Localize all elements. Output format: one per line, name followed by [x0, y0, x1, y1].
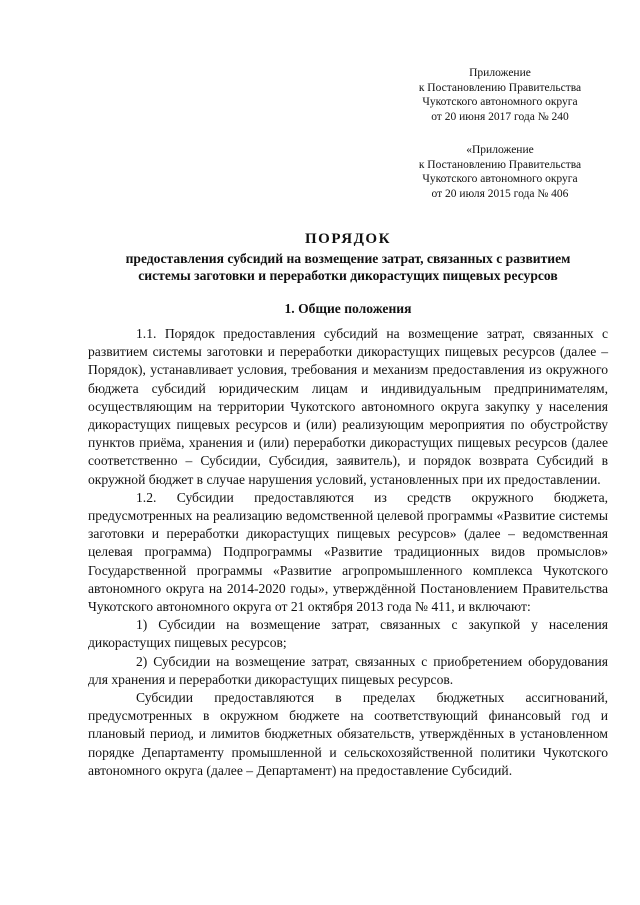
subtitle-line: системы заготовки и переработки дикорастущих пищевых ресурсов	[138, 268, 558, 283]
section-heading: 1. Общие положения	[284, 301, 412, 316]
document-title: ПОРЯДОК	[305, 231, 391, 247]
appendix-line: Приложение	[469, 67, 531, 79]
paragraph-item-1: 1) Субсидии на возмещение затрат, связанных с закупкой у населения дикорастущих пищевых ресурсов;	[88, 617, 608, 651]
document-subtitle	[88, 250, 608, 284]
subtitle-line: предоставления субсидий на возмещение затрат, связанных с развитием	[125, 251, 571, 266]
appendix-previous	[380, 143, 620, 201]
paragraph-1-1: 1.1. Порядок предоставления субсидий на возмещение затрат, связанных с развитием системы заготовки и переработки дикорастущих пищевых ресурсов (далее – Порядок), устанавливает условия, требования и механизм предоставления из окружного бюджета субсидий юридическим лицам и индивидуальным предпринимателям, осуществляющим на территории Чукотского автономного округа закупку у населения дикорастущих пищевых ресурсов и (или) реализующим мероприятия по обустройству пунктов приёма, хранения и (или) переработки дикорастущих пищевых ресурсов (далее соответственно – Субсидии, Субсидия, заявитель), и порядок возврата Субсидий в окружной бюджет в случае нарушения условий, установленных при их предоставлении.	[88, 326, 608, 487]
paragraph-item-2: 2) Субсидии на возмещение затрат, связанных с приобретением оборудования для хранения и переработки дикорастущих пищевых ресурсов.	[88, 653, 608, 687]
paragraph-1-2: 1.2. Субсидии предоставляются из средств окружного бюджета, предусмотренных на реализацию ведомственной целевой программы «Развитие системы заготовки и переработки дикорастущих пищевых ресурсов» (далее – ведомственная целевая программа) Подпрограммы «Развитие традиционных видов промыслов» Государственной программы «Развитие агропромышленного комплекса Чукотского автономного округа на 2014-2020 годы», утверждённой Постановлением Правительства Чукотского автономного округа от 21 октября 2013 года № 411, и включают:	[88, 489, 608, 615]
appendix-line: «Приложение	[466, 144, 534, 156]
appendix-line: от 20 июня 2017 года № 240	[431, 110, 569, 123]
appendix-current	[380, 66, 620, 124]
document-body	[88, 325, 608, 780]
paragraph-funding: Субсидии предоставляются в пределах бюджетных ассигнований, предусмотренных в окружном бюджете на соответствующий финансовый год и плановый период, и лимитов бюджетных обязательств, утверждённых в установленном порядке Департаменту промышленной и сельскохозяйственной политики Чукотского автономного округа (далее – Департамент) на предоставление Субсидий.	[88, 690, 608, 778]
appendix-line: Чукотского автономного округа	[422, 96, 578, 108]
appendix-line: к Постановлению Правительства	[418, 81, 582, 94]
appendix-line: от 20 июля 2015 года № 406	[431, 187, 569, 200]
appendix-line: к Постановлению Правительства	[418, 158, 582, 171]
appendix-line: Чукотского автономного округа	[422, 173, 578, 185]
